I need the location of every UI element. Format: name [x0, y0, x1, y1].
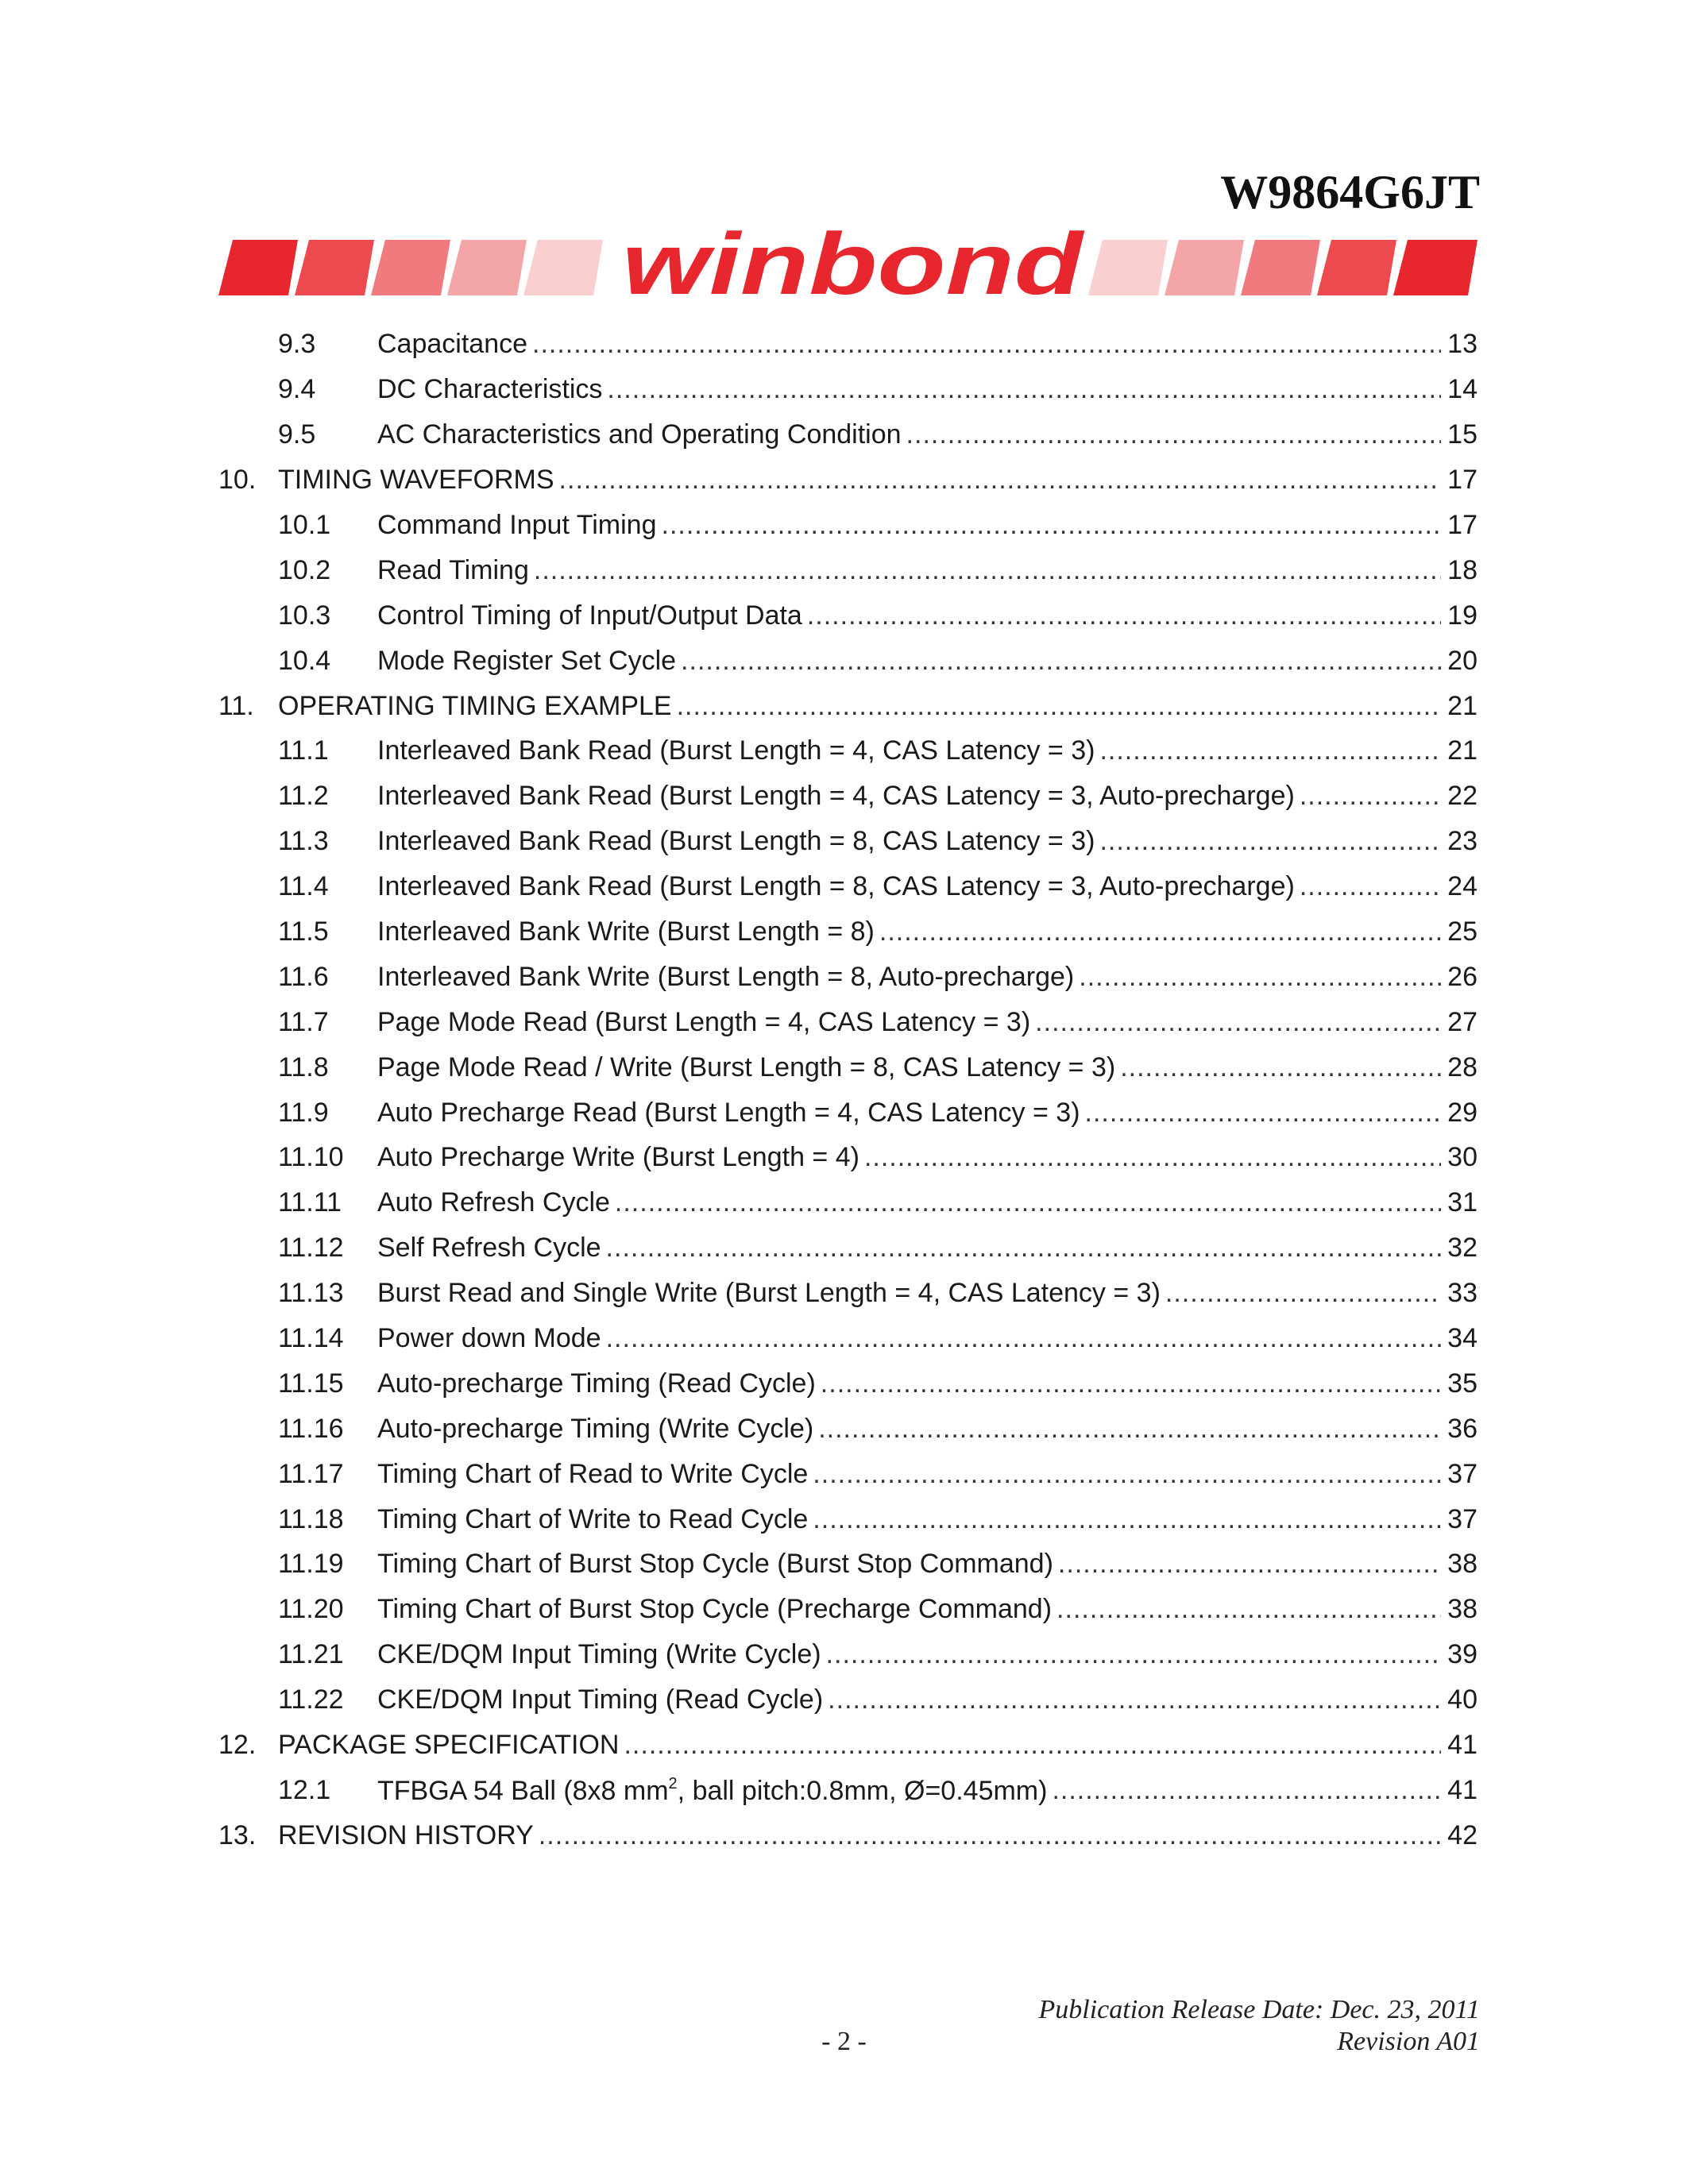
toc-entry-title — [377, 1549, 1053, 1580]
toc-entry-title — [377, 1051, 1116, 1082]
toc-entry-title-text: Interleaved Bank Read (Burst Length = 4, CAS Latency = 3, Auto-precharge) — [377, 781, 1295, 812]
toc-entry-title-text: REVISION HISTORY — [278, 1819, 534, 1850]
toc-entry-title-text: AC Characteristics and Operating Condition — [377, 419, 902, 450]
toc-entry[interactable] — [218, 1406, 1477, 1451]
toc-entry-page: 33 — [1447, 1278, 1477, 1309]
toc-entry-page: 15 — [1447, 419, 1477, 450]
toc-dot-leader — [615, 1189, 1441, 1216]
toc-entry-number: 11.3 — [278, 826, 329, 857]
toc-entry-page: 25 — [1447, 916, 1477, 947]
toc-entry-title-text: Timing Chart of Burst Stop Cycle (Precharge Command) — [377, 1594, 1053, 1625]
toc-dot-leader — [879, 918, 1441, 945]
toc-entry[interactable] — [218, 1225, 1477, 1271]
toc-entry[interactable] — [218, 1812, 1477, 1858]
toc-entry-title — [377, 918, 875, 945]
toc-entry[interactable] — [218, 864, 1477, 909]
toc-dot-leader — [1165, 1279, 1441, 1306]
toc-entry-page: 21 — [1447, 690, 1477, 721]
toc-entry-title — [377, 1144, 859, 1171]
toc-entry-number: 11.8 — [278, 1051, 329, 1082]
toc-entry[interactable] — [218, 1632, 1477, 1677]
toc-entry-number: 10.3 — [278, 600, 331, 631]
toc-entry-page: 19 — [1447, 600, 1477, 631]
toc-dot-leader — [1056, 1596, 1441, 1623]
toc-entry[interactable] — [218, 1180, 1477, 1225]
toc-entry-number: 11.14 — [278, 1323, 344, 1354]
toc-dot-leader — [821, 1370, 1441, 1397]
toc-entry[interactable] — [218, 999, 1477, 1044]
toc-dot-leader — [559, 466, 1442, 493]
toc-entry-number: 11.22 — [278, 1684, 344, 1715]
toc-entry-title-text: Timing Chart of Burst Stop Cycle (Burst Stop Command) — [377, 1549, 1053, 1580]
toc-entry-page: 21 — [1447, 735, 1477, 766]
toc-entry-title-text: Burst Read and Single Write (Burst Length = 4, CAS Latency = 3) — [377, 1278, 1161, 1309]
toc-entry-title-text: Interleaved Bank Write (Burst Length = 8, Auto-precharge) — [377, 961, 1075, 992]
toc-entry[interactable] — [218, 547, 1477, 592]
toc-entry[interactable] — [218, 503, 1477, 548]
toc-entry-page: 27 — [1447, 1006, 1477, 1037]
toc-entry-title-text: Read Timing — [377, 554, 529, 585]
toc-entry[interactable] — [218, 1677, 1477, 1723]
toc-dot-leader — [1120, 1054, 1441, 1081]
toc-dot-leader — [606, 1234, 1442, 1261]
toc-entry[interactable] — [218, 1316, 1477, 1361]
toc-entry[interactable] — [218, 1135, 1477, 1180]
toc-entry-title-text: Auto-precharge Timing (Read Cycle) — [377, 1368, 816, 1399]
toc-entry-page: 31 — [1447, 1187, 1477, 1218]
toc-entry-page: 13 — [1447, 329, 1477, 360]
toc-entry-title-text: TFBGA 54 Ball (8x8 mm — [377, 1775, 669, 1806]
toc-entry-title-text: OPERATING TIMING EXAMPLE — [278, 690, 672, 721]
toc-entry-title — [377, 1686, 823, 1713]
toc-entry[interactable] — [218, 592, 1477, 638]
toc-entry-page: 38 — [1447, 1594, 1477, 1625]
toc-entry-title-text: Command Input Timing — [377, 510, 657, 540]
toc-entry-page: 29 — [1447, 1097, 1477, 1128]
toc-entry-title-text: Interleaved Bank Read (Burst Length = 4, CAS Latency = 3) — [377, 735, 1095, 766]
toc-entry-page: 36 — [1447, 1413, 1477, 1444]
toc-entry-number: 11.19 — [278, 1549, 344, 1580]
table-of-contents — [218, 322, 1477, 1858]
toc-entry-title — [377, 1189, 610, 1216]
toc-entry[interactable] — [218, 1496, 1477, 1542]
toc-entry-number: 11.1 — [278, 735, 329, 766]
toc-entry-title-text: Power down Mode — [377, 1323, 601, 1354]
toc-entry[interactable] — [218, 1587, 1477, 1632]
toc-dot-leader — [1085, 1099, 1442, 1126]
toc-entry-title — [377, 554, 529, 585]
toc-entry[interactable] — [218, 367, 1477, 412]
toc-entry-title-text: CKE/DQM Input Timing (Read Cycle) — [377, 1684, 824, 1715]
toc-entry-number: 11.10 — [278, 1142, 344, 1173]
toc-entry-title-text: Capacitance — [377, 329, 528, 360]
toc-dot-leader — [607, 376, 1441, 403]
toc-entry[interactable] — [218, 1451, 1477, 1496]
toc-entry[interactable] — [218, 1360, 1477, 1406]
toc-entry-number: 11.12 — [278, 1233, 344, 1264]
toc-entry-number: 11.18 — [278, 1503, 344, 1534]
logo-left-stripes — [218, 240, 603, 295]
toc-entry-title — [377, 737, 1095, 764]
toc-entry-page: 37 — [1447, 1458, 1477, 1489]
toc-entry-page: 17 — [1447, 510, 1477, 540]
toc-dot-leader — [1052, 1777, 1441, 1804]
toc-dot-leader — [807, 602, 1441, 629]
toc-entry[interactable] — [218, 412, 1477, 457]
toc-entry-title-text: DC Characteristics — [377, 374, 603, 405]
toc-entry-title-text: Timing Chart of Read to Write Cycle — [377, 1458, 809, 1489]
toc-entry-page: 18 — [1447, 554, 1477, 585]
toc-entry-title — [377, 376, 602, 403]
toc-entry-title — [377, 1415, 813, 1442]
toc-entry-page: 41 — [1447, 1730, 1477, 1761]
toc-entry[interactable] — [218, 909, 1477, 955]
toc-entry-title-text: Self Refresh Cycle — [377, 1233, 601, 1264]
toc-entry-title — [278, 465, 554, 496]
toc-entry[interactable] — [218, 1542, 1477, 1587]
toc-dot-leader — [1058, 1550, 1441, 1577]
toc-entry-page: 28 — [1447, 1051, 1477, 1082]
toc-entry-page: 26 — [1447, 961, 1477, 992]
toc-entry-title-text: Timing Chart of Write to Read Cycle — [377, 1503, 809, 1534]
toc-entry-page: 41 — [1447, 1774, 1477, 1805]
toc-dot-leader — [606, 1325, 1442, 1352]
toc-dot-leader — [1035, 1009, 1441, 1036]
toc-entry-title-text: Page Mode Read / Write (Burst Length = 8, CAS Latency = 3) — [377, 1051, 1116, 1082]
toc-entry-page: 24 — [1447, 871, 1477, 902]
toc-dot-leader — [1300, 873, 1441, 900]
toc-entry[interactable] — [218, 322, 1477, 367]
toc-entry-number: 11.13 — [278, 1278, 344, 1309]
page-number: - 2 - — [821, 2027, 867, 2056]
toc-entry-title — [377, 602, 802, 629]
toc-dot-leader — [532, 330, 1441, 357]
toc-entry-page: 38 — [1447, 1549, 1477, 1580]
toc-entry-number: 11.4 — [278, 871, 329, 902]
toc-entry-title — [278, 690, 672, 721]
toc-entry-number: 11.20 — [278, 1594, 344, 1625]
toc-entry-title — [377, 963, 1074, 990]
toc-entry-title — [377, 329, 528, 360]
toc-entry-title — [377, 1325, 601, 1352]
toc-entry-title-text: Interleaved Bank Write (Burst Length = 8) — [377, 916, 875, 947]
toc-entry[interactable] — [218, 683, 1477, 728]
toc-entry-title — [377, 1006, 1031, 1037]
toc-entry[interactable] — [218, 774, 1477, 819]
toc-entry[interactable] — [218, 954, 1477, 999]
toc-dot-leader — [826, 1641, 1442, 1668]
toc-entry-title-text: Interleaved Bank Read (Burst Length = 8, CAS Latency = 3, Auto-precharge) — [377, 871, 1295, 902]
toc-entry-title-text: , ball pitch:0.8mm, Ø=0.45mm) — [677, 1775, 1048, 1806]
toc-entry-number: 11.15 — [278, 1368, 344, 1399]
toc-entry[interactable] — [218, 1768, 1477, 1813]
logo-right-stripes — [1088, 240, 1477, 295]
toc-entry-title-text: Auto Precharge Read (Burst Length = 4, CAS Latency = 3) — [377, 1097, 1080, 1128]
toc-entry-number: 12. — [218, 1730, 257, 1761]
toc-entry-page: 30 — [1447, 1142, 1477, 1173]
toc-entry[interactable] — [218, 457, 1477, 503]
toc-entry-number: 9.4 — [278, 374, 316, 405]
toc-entry-title-text: Mode Register Set Cycle — [377, 645, 677, 676]
toc-dot-leader — [1079, 963, 1441, 990]
toc-entry-number: 11.7 — [278, 1006, 329, 1037]
toc-dot-leader — [1099, 737, 1441, 764]
toc-entry-title — [377, 421, 902, 448]
toc-entry-page: 39 — [1447, 1639, 1477, 1670]
toc-entry-title — [377, 1278, 1161, 1309]
toc-entry-title-text: Interleaved Bank Read (Burst Length = 8, CAS Latency = 3) — [377, 826, 1095, 857]
publication-release-date: Publication Release Date: Dec. 23, 2011 — [1038, 1995, 1480, 2024]
toc-entry-title-text: Page Mode Read (Burst Length = 4, CAS Latency = 3) — [377, 1006, 1031, 1037]
toc-entry-number: 10. — [218, 465, 257, 496]
toc-dot-leader — [539, 1822, 1441, 1849]
toc-dot-leader — [813, 1506, 1441, 1533]
toc-entry-number: 9.5 — [278, 419, 316, 450]
part-number: W9864G6JT — [1220, 166, 1480, 218]
toc-entry-number: 11. — [218, 690, 254, 721]
toc-entry-number: 11.17 — [278, 1458, 344, 1489]
toc-entry-title — [377, 1099, 1080, 1126]
toc-entry-title-text: CKE/DQM Input Timing (Write Cycle) — [377, 1639, 821, 1670]
toc-entry-page: 42 — [1447, 1819, 1477, 1850]
toc-entry-page: 32 — [1447, 1233, 1477, 1264]
toc-entry-number: 11.21 — [278, 1639, 344, 1670]
toc-entry[interactable] — [218, 1090, 1477, 1135]
toc-entry-page: 20 — [1447, 645, 1477, 676]
winbond-logo — [218, 230, 1477, 302]
toc-dot-leader — [1300, 782, 1441, 809]
toc-entry-title — [377, 1370, 816, 1397]
toc-entry-page: 34 — [1447, 1323, 1477, 1354]
toc-entry-title — [377, 1641, 821, 1668]
toc-entry-title — [377, 1233, 601, 1264]
toc-dot-leader — [1099, 828, 1441, 855]
toc-dot-leader — [624, 1731, 1441, 1758]
toc-entry-title-text: Auto Precharge Write (Burst Length = 4) — [377, 1142, 859, 1173]
toc-entry-page: 17 — [1447, 465, 1477, 496]
toc-entry-title-text: PACKAGE SPECIFICATION — [278, 1730, 620, 1761]
revision: Revision A01 — [1337, 2027, 1480, 2056]
toc-entry-number: 10.2 — [278, 554, 331, 585]
toc-entry-superscript: 2 — [668, 1774, 678, 1792]
toc-entry-number: 11.9 — [278, 1097, 329, 1128]
toc-dot-leader — [828, 1686, 1441, 1713]
toc-dot-leader — [813, 1461, 1441, 1488]
toc-entry-title — [377, 647, 676, 674]
toc-dot-leader — [677, 693, 1442, 720]
toc-entry-number: 10.1 — [278, 510, 331, 540]
toc-dot-leader — [864, 1144, 1441, 1171]
toc-entry-page: 35 — [1447, 1368, 1477, 1399]
toc-entry-title — [377, 511, 657, 538]
toc-entry-title-text: TIMING WAVEFORMS — [278, 465, 554, 496]
toc-entry-page: 23 — [1447, 826, 1477, 857]
toc-entry-number: 10.4 — [278, 645, 331, 676]
toc-entry-title — [377, 1596, 1052, 1623]
toc-entry-number: 11.11 — [278, 1187, 342, 1218]
toc-entry-title — [377, 828, 1095, 855]
toc-entry-title-text: Auto Refresh Cycle — [377, 1187, 610, 1218]
toc-entry-title — [377, 1458, 809, 1489]
toc-dot-leader — [906, 421, 1442, 448]
toc-entry-number: 13. — [218, 1819, 257, 1850]
toc-entry-title — [377, 1776, 1047, 1804]
toc-entry[interactable] — [218, 1723, 1477, 1768]
toc-entry[interactable] — [218, 638, 1477, 683]
toc-entry-page: 14 — [1447, 374, 1477, 405]
toc-dot-leader — [681, 647, 1441, 674]
toc-entry[interactable] — [218, 1271, 1477, 1316]
toc-entry-number: 11.2 — [278, 781, 329, 812]
toc-entry-title-text: Auto-precharge Timing (Write Cycle) — [377, 1413, 814, 1444]
toc-entry-title — [377, 1503, 809, 1534]
toc-entry-page: 40 — [1447, 1684, 1477, 1715]
toc-entry-page: 37 — [1447, 1503, 1477, 1534]
toc-entry-number: 9.3 — [278, 329, 316, 360]
toc-entry-title-text: Control Timing of Input/Output Data — [377, 600, 802, 631]
toc-entry-number: 11.5 — [278, 916, 329, 947]
toc-entry-number: 11.6 — [278, 961, 329, 992]
toc-entry-number: 12.1 — [278, 1774, 331, 1805]
toc-entry[interactable] — [218, 728, 1477, 774]
toc-entry-number: 11.16 — [278, 1413, 344, 1444]
toc-entry[interactable] — [218, 819, 1477, 864]
toc-dot-leader — [662, 511, 1442, 538]
toc-entry-page: 22 — [1447, 781, 1477, 812]
toc-entry-title — [278, 1730, 620, 1761]
toc-entry-title — [278, 1819, 534, 1850]
toc-entry-title — [377, 781, 1295, 812]
toc-dot-leader — [534, 557, 1441, 584]
logo-wordmark: winbond — [622, 230, 1086, 302]
toc-entry[interactable] — [218, 1044, 1477, 1090]
toc-entry-title — [377, 873, 1295, 900]
toc-dot-leader — [818, 1415, 1441, 1442]
